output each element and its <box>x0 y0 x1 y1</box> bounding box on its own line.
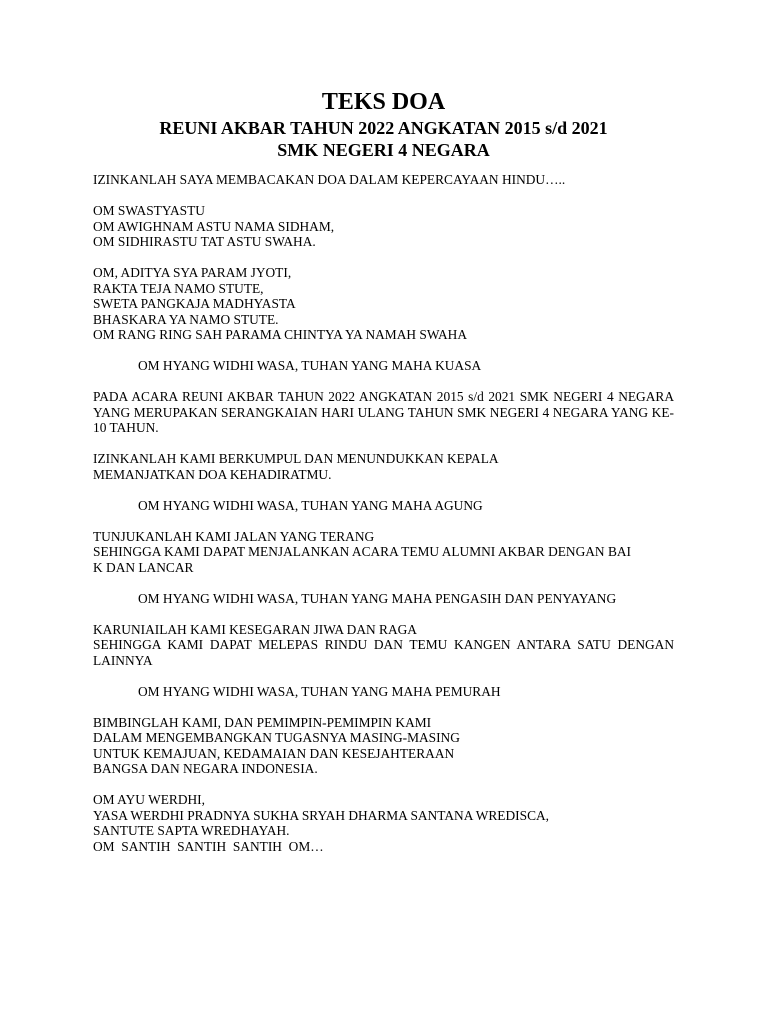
gathering-stanza <box>93 451 674 482</box>
guidance-line: K DAN LANCAR <box>93 559 194 575</box>
closing-line: OM SANTIH SANTIH SANTIH OM… <box>93 838 324 854</box>
mantra-line: RAKTA TEJA NAMO STUTE, <box>93 280 264 296</box>
invocation-maha-pemurah: OM HYANG WIDHI WASA, TUHAN YANG MAHA PEMURAH <box>138 683 501 699</box>
blessing-line: KARUNIAILAH KAMI KESEGARAN JIWA DAN RAGA <box>93 621 417 637</box>
leadership-line: DALAM MENGEMBANGKAN TUGASNYA MASING-MASING <box>93 730 460 745</box>
event-paragraph: PADA ACARA REUNI AKBAR TAHUN 2022 ANGKATAN 2015 s/d 2021 SMK NEGERI 4 NEGARA YANG MERUPAKAN SERANGKAIAN HARI ULANG TAHUN SMK NEGERI 4 NEGARA YANG KE-10 TAHUN. <box>93 389 674 435</box>
invocation-maha-pengasih: OM HYANG WIDHI WASA, TUHAN YANG MAHA PENGASIH DAN PENYAYANG <box>138 590 617 606</box>
guidance-stanza <box>93 529 674 576</box>
mantra-line: BHASKARA YA NAMO STUTE. <box>93 311 279 327</box>
gathering-line: MEMANJATKAN DOA KEHADIRATMU. <box>93 466 332 482</box>
closing-line: YASA WERDHI PRADNYA SUKHA SRYAH DHARMA SANTANA WREDISCA, <box>93 807 550 823</box>
invocation-maha-agung: OM HYANG WIDHI WASA, TUHAN YANG MAHA AGUNG <box>138 497 483 513</box>
blessing-paragraph: SEHINGGA KAMI DAPAT MELEPAS RINDU DAN TEMU KANGEN ANTARA SATU DENGAN LAINNYA <box>93 637 674 668</box>
opening-line: OM SWASTYASTU <box>93 203 205 218</box>
closing-stanza <box>93 792 674 854</box>
prayer-body <box>93 172 674 854</box>
document-title: TEKS DOA <box>321 89 446 115</box>
document-page <box>93 88 674 870</box>
document-subtitle-school: SMK NEGERI 4 NEGARA <box>277 140 490 160</box>
leadership-stanza <box>93 715 674 777</box>
mantra-line: OM RANG RING SAH PARAMA CHINTYA YA NAMAH SWAHA <box>93 327 467 342</box>
closing-line: SANTUTE SAPTA WREDHAYAH. <box>93 823 290 838</box>
opening-line: OM SIDHIRASTU TAT ASTU SWAHA. <box>93 234 316 249</box>
mantra-line: OM, ADITYA SYA PARAM JYOTI, <box>93 265 292 280</box>
guidance-line: SEHINGGA KAMI DAPAT MENJALANKAN ACARA TEMU ALUMNI AKBAR DENGAN BAI <box>93 544 632 559</box>
leadership-line: BANGSA DAN NEGARA INDONESIA. <box>93 761 318 776</box>
closing-line: OM AYU WERDHI, <box>93 792 205 807</box>
mantra-line: SWETA PANGKAJA MADHYASTA <box>93 296 296 311</box>
invocation-maha-kuasa: OM HYANG WIDHI WASA, TUHAN YANG MAHA KUASA <box>138 358 482 373</box>
opening-stanza <box>93 203 674 250</box>
mantra-stanza <box>93 265 674 343</box>
opening-line: OM AWIGHNAM ASTU NAMA SIDHAM, <box>93 218 335 234</box>
document-subtitle-event: REUNI AKBAR TAHUN 2022 ANGKATAN 2015 s/d 2021 <box>159 118 608 138</box>
leadership-line: BIMBINGLAH KAMI, DAN PEMIMPIN-PEMIMPIN KAMI <box>93 714 432 730</box>
intro-line: IZINKANLAH SAYA MEMBACAKAN DOA DALAM KEPERCAYAAN HINDU….. <box>93 172 566 187</box>
leadership-line: UNTUK KEMAJUAN, KEDAMAIAN DAN KESEJAHTERAAN <box>93 745 455 761</box>
intro-paragraph <box>93 172 674 188</box>
gathering-line: IZINKANLAH KAMI BERKUMPUL DAN MENUNDUKKAN KEPALA <box>93 451 499 466</box>
guidance-line: TUNJUKANLAH KAMI JALAN YANG TERANG <box>93 528 375 544</box>
blessing-stanza <box>93 622 674 669</box>
